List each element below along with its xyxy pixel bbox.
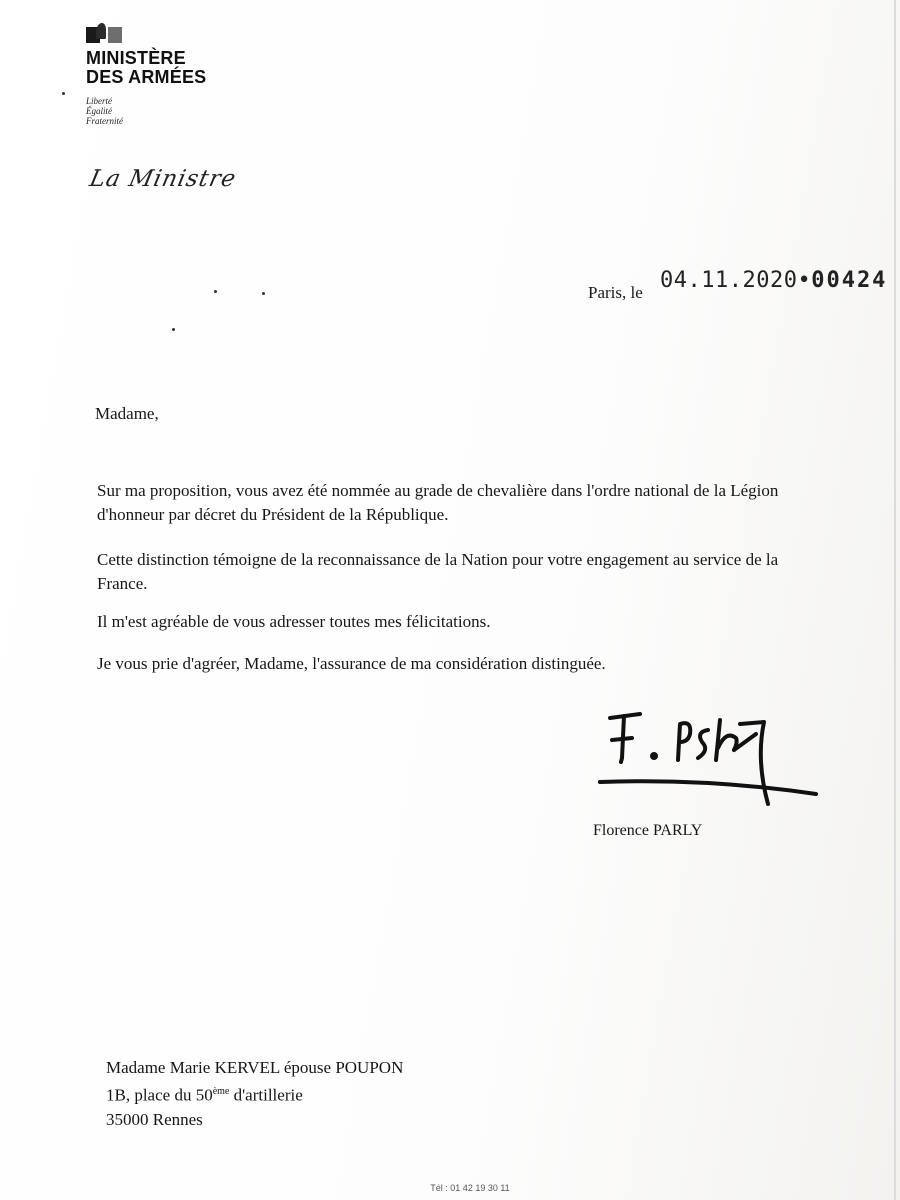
recipient-name: Madame Marie KERVEL épouse POUPON: [106, 1058, 404, 1077]
body-paragraph: Il m'est agréable de vous adresser toutes mes félicitations.: [97, 612, 491, 631]
scan-speck: [262, 292, 265, 295]
stamp-number: 00424: [811, 268, 888, 293]
place-date-label: Paris, le: [588, 283, 643, 302]
date-number-stamp: [660, 268, 887, 293]
recipient-city: 35000 Rennes: [106, 1109, 203, 1129]
ministry-line-2: DES ARMÉES: [86, 67, 207, 87]
republic-motto: [86, 96, 206, 126]
motto-liberte: Liberté: [86, 96, 112, 106]
motto-egalite: Égalité: [86, 106, 112, 116]
motto-fraternite: Fraternité: [86, 116, 123, 126]
salutation: Madame,: [95, 404, 159, 423]
street-prefix: 1B, place du 50: [106, 1085, 213, 1105]
ministry-line-1: MINISTÈRE: [86, 48, 186, 68]
page-edge: [894, 0, 896, 1200]
scan-speck: [214, 290, 217, 293]
signatory-name: Florence PARLY: [593, 822, 703, 839]
street-ordinal: ème: [212, 1086, 230, 1097]
stamp-separator: •: [797, 268, 812, 293]
stamp-date: 04.11.2020: [660, 268, 798, 293]
marianne-emblem-icon: [86, 22, 126, 44]
author-title: La Ministre: [87, 166, 239, 192]
ministry-logo: [86, 22, 206, 126]
scan-speck: [172, 328, 175, 331]
closing-paragraph: Je vous prie d'agréer, Madame, l'assurance de ma considération distinguée.: [97, 654, 606, 673]
body-paragraph: Sur ma proposition, vous avez été nommée au grade de chevalière dans l'ordre national de la Légion d'honneur par décret du Président de la République.: [97, 481, 779, 524]
ministry-name: [86, 49, 206, 87]
footer-telephone: Tél : 01 42 19 30 11: [430, 1183, 510, 1193]
recipient-street: [106, 1080, 403, 1108]
recipient-address: [106, 1056, 403, 1132]
scan-speck: [62, 92, 65, 95]
handwritten-signature: [588, 700, 828, 820]
body-paragraph: Cette distinction témoigne de la reconnaissance de la Nation pour votre engagement au service de la France.: [97, 550, 779, 593]
street-suffix: d'artillerie: [229, 1085, 303, 1105]
